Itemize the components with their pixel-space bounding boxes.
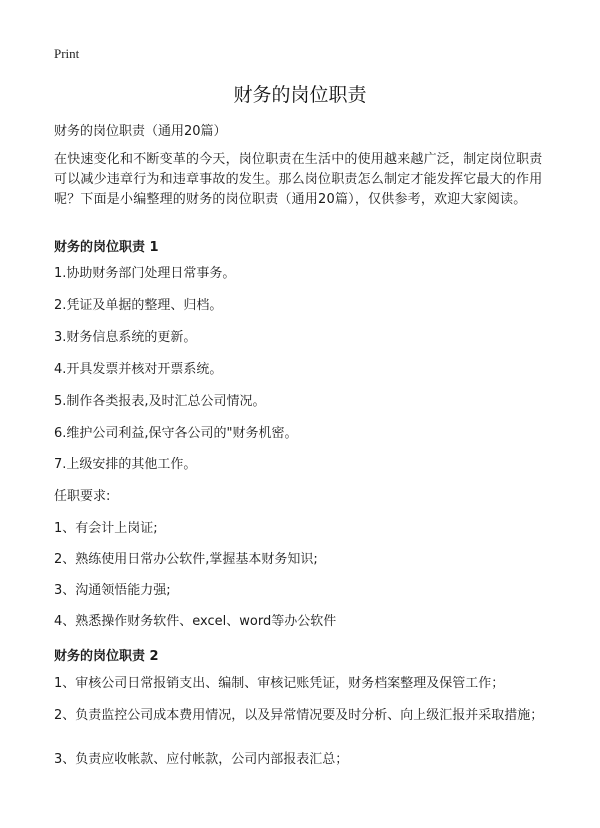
requirement-item: 2、熟练使用日常办公软件,掌握基本财务知识; <box>54 552 318 567</box>
requirement-item: 3、沟通领悟能力强; <box>54 583 171 598</box>
requirement-item: 1、有会计上岗证; <box>54 521 158 536</box>
duty-item: 3、负责应收帐款、应付帐款，公司内部报表汇总； <box>54 752 349 767</box>
duty-item: 4.开具发票并核对开票系统。 <box>54 362 223 377</box>
print-label[interactable]: Print <box>54 46 80 61</box>
duty-item: 1、审核公司日常报销支出、编制、审核记账凭证，财务档案整理及保管工作； <box>54 676 505 691</box>
requirements-label: 任职要求: <box>54 489 111 504</box>
section-heading-2: 财务的岗位职责 2 <box>54 649 159 664</box>
duty-item: 7.上级安排的其他工作。 <box>54 457 197 472</box>
duty-item: 1.协助财务部门处理日常事务。 <box>54 266 236 281</box>
intro-paragraph: 在快速变化和不断变革的今天，岗位职责在生活中的使用越来越广泛，制定岗位职责可以减少违章行为和违章事故的发生。那么岗位职责怎么制定才能发挥它最大的作用呢？下面是小编整理的财务的岗位职责（通用20篇），仅供参考，欢迎大家阅读。 <box>54 152 543 207</box>
duty-item: 3.财务信息系统的更新。 <box>54 330 197 345</box>
section-heading-1: 财务的岗位职责 1 <box>54 240 159 255</box>
duty-item: 5.制作各类报表,及时汇总公司情况。 <box>54 394 266 409</box>
page-title: 财务的岗位职责 <box>233 84 367 106</box>
document-subtitle: 财务的岗位职责（通用20篇） <box>54 124 227 139</box>
requirement-item: 4、熟悉操作财务软件、excel、word等办公软件 <box>54 614 337 629</box>
duty-item: 2.凭证及单据的整理、归档。 <box>54 298 223 313</box>
duty-item: 2、负责监控公司成本费用情况，以及异常情况要及时分析、向上级汇报并采取措施； <box>54 708 544 723</box>
duty-item: 6.维护公司利益,保守各公司的"财务机密。 <box>54 426 298 441</box>
